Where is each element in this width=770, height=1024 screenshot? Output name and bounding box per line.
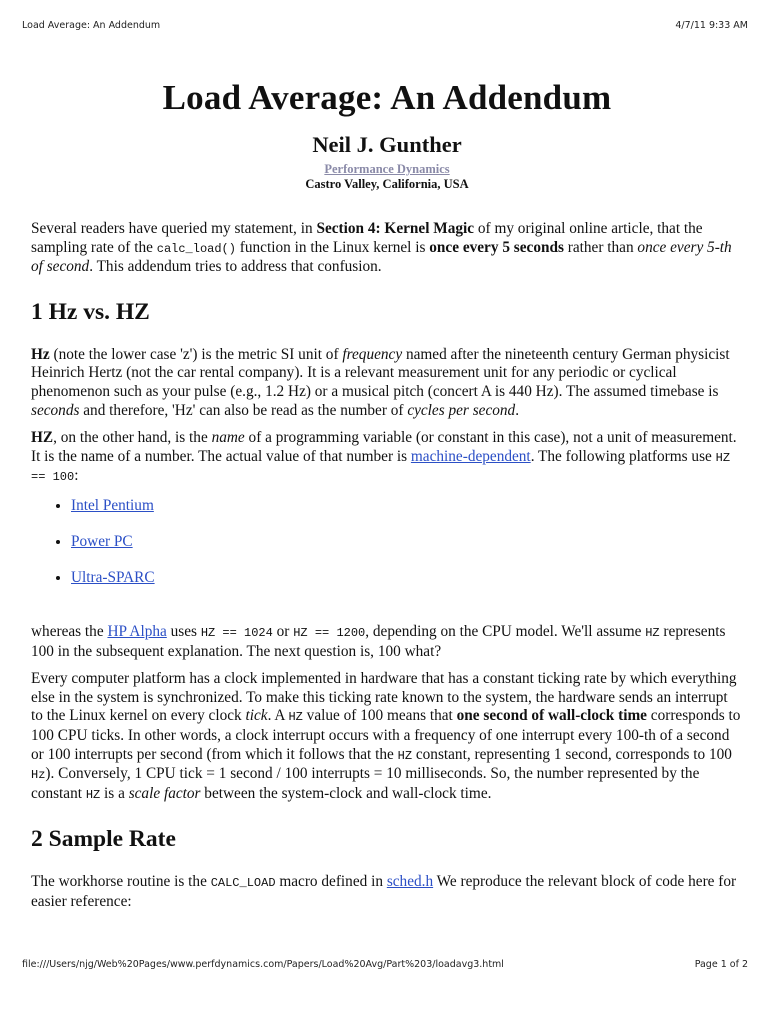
- text: . A: [267, 707, 289, 725]
- intro-paragraph: [31, 220, 743, 277]
- list-item: [71, 497, 743, 515]
- text: represents 100 in the subsequent explanation. The next question is, 100 what?: [31, 622, 726, 660]
- affiliation: [31, 162, 743, 192]
- power-pc-link[interactable]: Power PC: [71, 532, 133, 550]
- italic-text: tick: [245, 707, 268, 725]
- text: uses: [166, 622, 201, 640]
- code-text: HZ == 1200: [293, 625, 366, 640]
- text: (note the lower case 'z') is the metric SI unit of: [49, 345, 343, 363]
- article-body: [31, 70, 743, 920]
- italic-text: name: [211, 429, 245, 447]
- page-title: Load Average: An Addendum: [162, 78, 612, 117]
- code-text: calc_load(): [156, 241, 236, 256]
- platform-list: [31, 497, 743, 587]
- sched-h-link[interactable]: sched.h: [386, 873, 434, 891]
- bold-text: Hz: [31, 345, 50, 363]
- text: macro defined in: [275, 873, 387, 891]
- ultra-sparc-link[interactable]: Ultra-SPARC: [71, 568, 155, 586]
- code-text: HZ: [288, 710, 303, 725]
- section-heading-sample-rate: 2 Sample Rate: [31, 826, 176, 853]
- text: .: [515, 401, 520, 419]
- spacer: [31, 605, 743, 623]
- text: , on the other hand, is the: [53, 429, 212, 447]
- affiliation-link[interactable]: Performance Dynamics: [324, 162, 450, 176]
- code-text: HZ == 100: [31, 450, 731, 485]
- text: named after the nineteenth century German physicist Heinrich Hertz (not the car rental company). It is a relevant measurement unit for any periodic or cyclical phenomenon such as your pulse (e.g., 1.2 Hz) or a musical pitch (concert A is 440 Hz). The assumed timebase is: [31, 345, 730, 400]
- italic-text: once every 5-th of second: [31, 238, 732, 276]
- hp-alpha-link[interactable]: HP Alpha: [107, 622, 167, 640]
- text: We reproduce the relevant block of code here for easier reference:: [31, 873, 737, 910]
- text: The workhorse routine is the: [31, 873, 211, 891]
- paragraph-clock-ticks: [31, 670, 743, 804]
- browser-print-header-date: 4/7/11 9:33 AM: [675, 20, 748, 31]
- text: of my original online article, that the sampling rate of the: [31, 220, 703, 256]
- author-name: Neil J. Gunther: [312, 132, 462, 157]
- text: corresponds to 100 CPU ticks. In other words, a clock interrupt occurs with a frequency of one interrupt every 100-th of a second or 100 interrupts per second (from which it follows that the: [31, 707, 741, 763]
- italic-text: scale factor: [128, 784, 201, 802]
- browser-print-header-title: Load Average: An Addendum: [22, 20, 161, 31]
- text: and therefore, 'Hz' can also be read as the number of: [79, 401, 408, 419]
- code-text: CALC_LOAD: [210, 876, 276, 891]
- text: :: [74, 467, 79, 485]
- paragraph-hp-alpha: [31, 623, 743, 661]
- bold-text: one second of wall-clock time: [456, 707, 647, 725]
- code-text: Hz: [31, 768, 46, 783]
- text: . This addendum tries to address that confusion.: [89, 258, 382, 276]
- paragraph-HZ-definition: [31, 429, 743, 487]
- text: value of 100 means that: [302, 707, 457, 725]
- text: between the system-clock and wall-clock time.: [200, 784, 492, 802]
- italic-text: cycles per second: [407, 401, 516, 419]
- text: or: [272, 622, 294, 640]
- bold-text: once every 5 seconds: [429, 238, 564, 256]
- browser-print-footer-page: Page 1 of 2: [694, 959, 748, 970]
- text: Every computer platform has a clock implemented in hardware that has a constant ticking rate by which everything else in the system is synchronized. To make this ticking rate known to the system, the hardware sends an interrupt to the Linux kernel on every clock: [31, 670, 737, 725]
- text: whereas the: [31, 622, 108, 640]
- browser-print-footer-url: file:///Users/njg/Web%20Pages/www.perfdynamics.com/Papers/Load%20Avg/Part%203/loadavg3.html: [22, 959, 504, 970]
- text: ). Conversely, 1 CPU tick = 1 second / 100 interrupts = 10 milliseconds. So, the number represented by the constant: [31, 765, 700, 802]
- code-text: HZ: [645, 625, 660, 640]
- text: Several readers have queried my statement, in: [31, 220, 317, 237]
- italic-text: frequency: [342, 345, 403, 363]
- text: rather than: [563, 238, 638, 256]
- list-item: [71, 569, 743, 587]
- paragraph-calc-load: [31, 873, 743, 911]
- bold-text: Section 4: Kernel Magic: [316, 220, 475, 237]
- machine-dependent-link[interactable]: machine-dependent: [410, 447, 531, 465]
- text: function in the Linux kernel is: [235, 238, 430, 256]
- text: . The following platforms use: [530, 447, 716, 465]
- text: is a: [100, 784, 129, 802]
- section-heading-hz: 1 Hz vs. HZ: [31, 298, 150, 325]
- code-text: HZ: [397, 748, 413, 763]
- affiliation-location: Castro Valley, California, USA: [305, 177, 469, 191]
- text: constant, representing 1 second, corresponds to 100: [412, 745, 732, 763]
- code-text: HZ: [85, 787, 101, 802]
- italic-text: seconds: [31, 401, 80, 419]
- code-text: HZ == 1024: [200, 625, 273, 640]
- text: of a programming variable (or constant in this case), not a unit of measurement. It is the name of a number. The actual value of that number is: [31, 429, 737, 465]
- paragraph-hz-definition: [31, 346, 743, 420]
- text: , depending on the CPU model. We'll assume: [365, 622, 646, 640]
- intel-pentium-link[interactable]: Intel Pentium: [71, 496, 154, 514]
- list-item: [71, 533, 743, 551]
- bold-text: HZ: [31, 429, 54, 447]
